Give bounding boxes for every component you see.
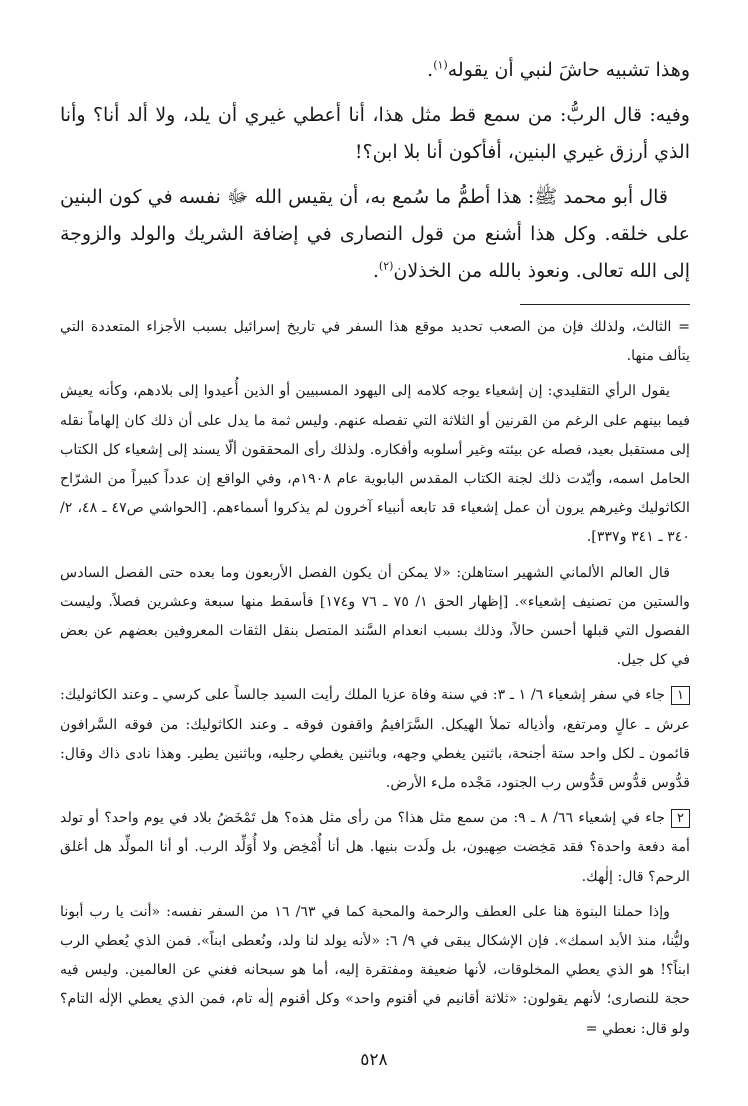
footnote-divider [520,304,690,305]
main-paragraph-1-end: . [427,59,434,81]
footnote-2 [60,804,690,892]
main-paragraph-2: وفيه: قال الربُّ: من سمع قط مثل هذا، أنا أعطي غيري أن يلد، ولا ألد أنا؟ وأنا الذي أرزق غيري البنين، أفأكون أنا بلا ابن؟! [60,104,690,163]
footnote-paragraph-3: قال العالم الألماني الشهير استاهلن: «لا يمكن أن يكون الفصل الأربعون وما بعده حتى الفصل السادس والستين من تصنيف إشعياء». [إظهار الحق ١/ ٧٥ ـ ٧٦ و١٧٤] فأسقط منها سبعة وعشرين فصلاً. وليست الفصول التي قبلها أحسن حالاً، وذلك بسبب انعدام السَّند المتصل بنقل الثقات المعروفين بعضهم عن بعض في كل جيل. [60,564,690,669]
footnote-paragraph-1: = الثالث، ولذلك فإن من الصعب تحديد موقع هذا السفر في تاريخ إسرائيل بسبب الأجزاء المتعددة التي يتألف منها. [60,319,690,365]
page [60,52,690,1050]
footnote-paragraph-2: يقول الرأي التقليدي: إن إشعياء يوجه كلامه إلى اليهود المسبيين أو الذين أُعيدوا إلى بلادهم، وكأنه يعيش فيما بينهم على الرغم من القرنين أو الثلاثة التي تفصله عنهم. وليس ثمة ما يدل على أن ذلك كان إلهاماً نقله إلى مستقبل بعيد، فصله عن بيئته وغير أسلوبه وأفكاره. ولذلك رأى المحققون ألّا يسند إلى إشعياء كل الكتاب الحامل اسمه، وأيّدت ذلك لجنة الكتاب المقدس البابوية عام ١٩٠٨م، وفي الواقع إن عدداً كبيراً من الشرّاح الكاثوليك وغيرهم يرون أن عمل إشعياء قد تابعه أنبياء آخرون لم يذكروا أسماءهم. [الحواشي ص٤٧ ـ ٤٨، ٢/ ٣٤٠ ـ ٣٤١ و٣٣٧]. [60,383,690,546]
main-paragraph-1-text: وهذا تشبيه حاشَ لنبي أن يقوله [447,59,690,81]
footnote-ref-1: (١) [433,58,448,72]
footnotes [60,313,690,1044]
footnote-ref-2: (٢) [378,259,394,273]
footnote-number-2: ٢ [671,809,690,828]
footnote-1 [60,681,690,798]
main-paragraph-3-end: . [372,260,379,282]
main-paragraph-3-text: قال أبو محمد ﷺ: هذا أطمُّ ما سُمع به، أن يقيس الله ﷻ نفسه في كون البنين على خلقه. وكل هذا أشنع من قول النصارى في إضافة الشريك والولد والزوجة إلى الله تعالى. ونعوذ بالله من الخذلان [60,186,690,282]
main-text [60,52,690,290]
footnote-2-text: جاء في إشعياء ٦٦/ ٨ ـ ٩: من سمع مثل هذا؟ من رأى مثل هذه؟ هل تَمْخَضُ بلاد في يوم واحد؟ أو تولد أمة دفعة واحدة؟ فقد مَخِضت صِهيون، بل ولَدت بنيها. هل أنا أُمْخِض ولا أُوَلِّد الرب. أو أنا المولِّد هل أغلق الرحم؟ قال: إلٰهك. [60,810,690,885]
footnote-1-text: جاء في سفر إشعياء ٦/ ١ ـ ٣: في سنة وفاة عزيا الملك رأيت السيد جالساً على كرسي ـ وعند الكاثوليك: عرش ـ عالٍ ومرتفع، وأذياله تملأ الهيكل. السَّرَافيمُ واقفون فوقه ـ وعند الكاثوليك: من فوقه السَّرافون قائمون ـ لكل واحد ستة أجنحة، باثنين يغطي وجهه، وباثنين يغطي رجليه، وباثنين يطير. وهذا نادى ذاك وقال: قدُّوس قدُّوس قدُّوس رب الجنود، مَجْده ملء الأرض. [60,687,690,792]
main-paragraph-1 [60,52,690,89]
footnote-paragraph-6: وإذا حملنا البنوة هنا على العطف والرحمة والمحبة كما في ٦٣/ ١٦ من السفر نفسه: «أنت يا رب أبونا وليُّنا، منذ الأبد اسمك». فإن الإشكال يبقى في ٩/ ٦: «لأنه يولد لنا ولد، ونُعطى ابناً». فمن الذي يُعطي الرب ابناً؟! هو الذي يعطي المخلوقات، لأنها ضعيفة ومفتقرة إليه، أما هو سبحانه فغني عن العالمين. وليس فيه حجة للنصارى؛ لأنهم يقولون: «ثلاثة أقانيم في أقنوم واحد» وكل أقنوم إلٰه تام، فمن الذي يعطي الإلٰه التام؟ ولو قال: نعطي = [60,903,691,1037]
footnote-number-1: ١ [671,686,690,705]
page-number: ٥٢٨ [360,1050,388,1070]
main-paragraph-3 [60,179,690,290]
